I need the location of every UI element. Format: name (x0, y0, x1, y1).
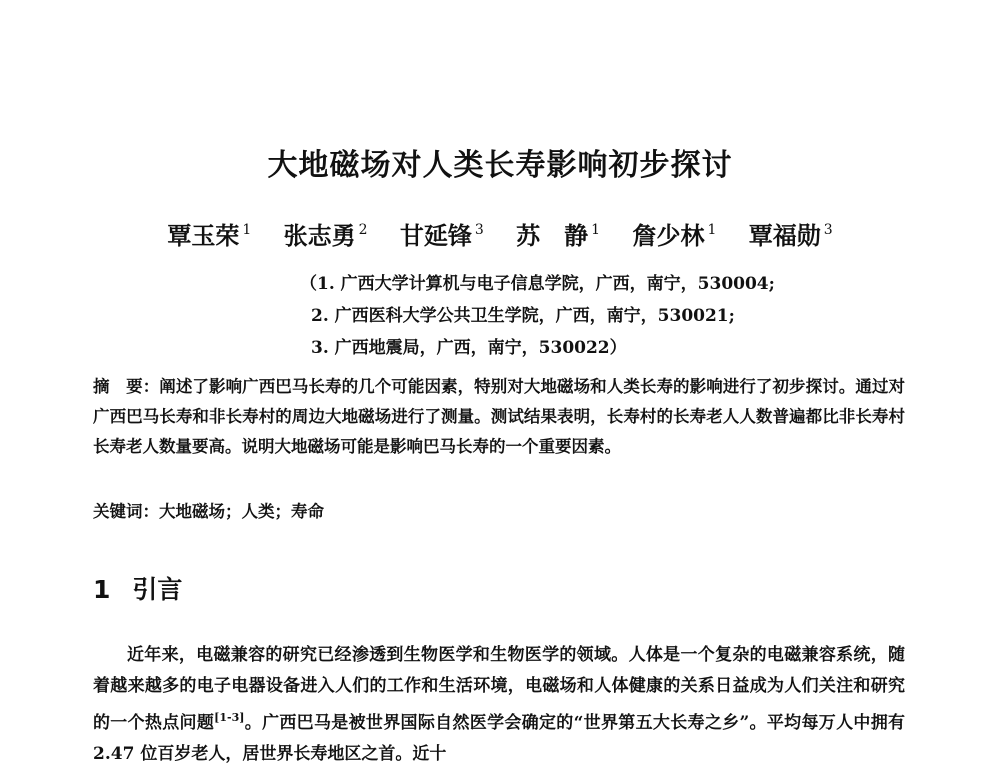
author (516, 216, 600, 251)
author-list (0, 216, 1000, 251)
author (400, 216, 484, 251)
citation-ref: [1-3] (214, 711, 245, 724)
author (167, 216, 251, 251)
affiliation-line: 2. 广西医科大学公共卫生学院，广西，南宁，530021; (311, 306, 735, 326)
author-name: 詹少林 (632, 221, 705, 250)
author-affil-mark: 1 (591, 222, 601, 238)
author-name: 覃玉荣 (167, 221, 240, 250)
section-title: 引言 (132, 575, 183, 604)
author (632, 216, 716, 251)
author-name: 甘延锋 (399, 221, 472, 250)
body-text-part: 。广西巴马是被世界国际自然医学会确定的“世界第五大长寿之乡”。平均每万人中拥有 2.47 位百岁老人，居世界长寿地区之首。近十 (93, 713, 905, 764)
keywords: 关键词：大地磁场；人类；寿命 (93, 502, 324, 521)
author (284, 216, 368, 251)
author-name: 张志勇 (283, 221, 356, 250)
author-affil-mark: 3 (474, 222, 484, 238)
body-paragraph (93, 640, 905, 770)
affiliation-line: （1. 广西大学计算机与电子信息学院，广西，南宁，530004; (300, 274, 775, 294)
author-affil-mark: 2 (358, 222, 368, 238)
author-name: 苏 静 (516, 221, 589, 250)
section-number: 1 (93, 575, 111, 604)
abstract: 摘 要：阐述了影响广西巴马长寿的几个可能因素，特别对大地磁场和人类长寿的影响进行了初步探讨。通过对广西巴马长寿和非长寿村的周边大地磁场进行了测量。测试结果表明，长寿村的长寿老人人数普遍都比非长寿村长寿老人数量要高。说明大地磁场可能是影响巴马长寿的一个重要因素。 (93, 377, 905, 456)
body-text-part: 近年来，电磁兼容的研究已经渗透到生物医学和生物医学的领域。人体是一个复杂的电磁兼容系统，随着越来越多的电子电器设备进入人们的工作和生活环境，电磁场和人体健康的关系日益成为人们关注和研究的一个热点问题 (93, 645, 905, 733)
author-affil-mark: 1 (707, 222, 717, 238)
author-name: 覃福勋 (748, 221, 821, 250)
author-affil-mark: 3 (823, 222, 833, 238)
section-heading (93, 570, 182, 606)
author (749, 216, 833, 251)
paper-title: 大地磁场对人类长寿影响初步探讨 (267, 148, 733, 183)
affiliation-line: 3. 广西地震局，广西，南宁，530022） (311, 338, 627, 358)
author-affil-mark: 1 (242, 222, 252, 238)
affiliation-list (300, 268, 775, 364)
